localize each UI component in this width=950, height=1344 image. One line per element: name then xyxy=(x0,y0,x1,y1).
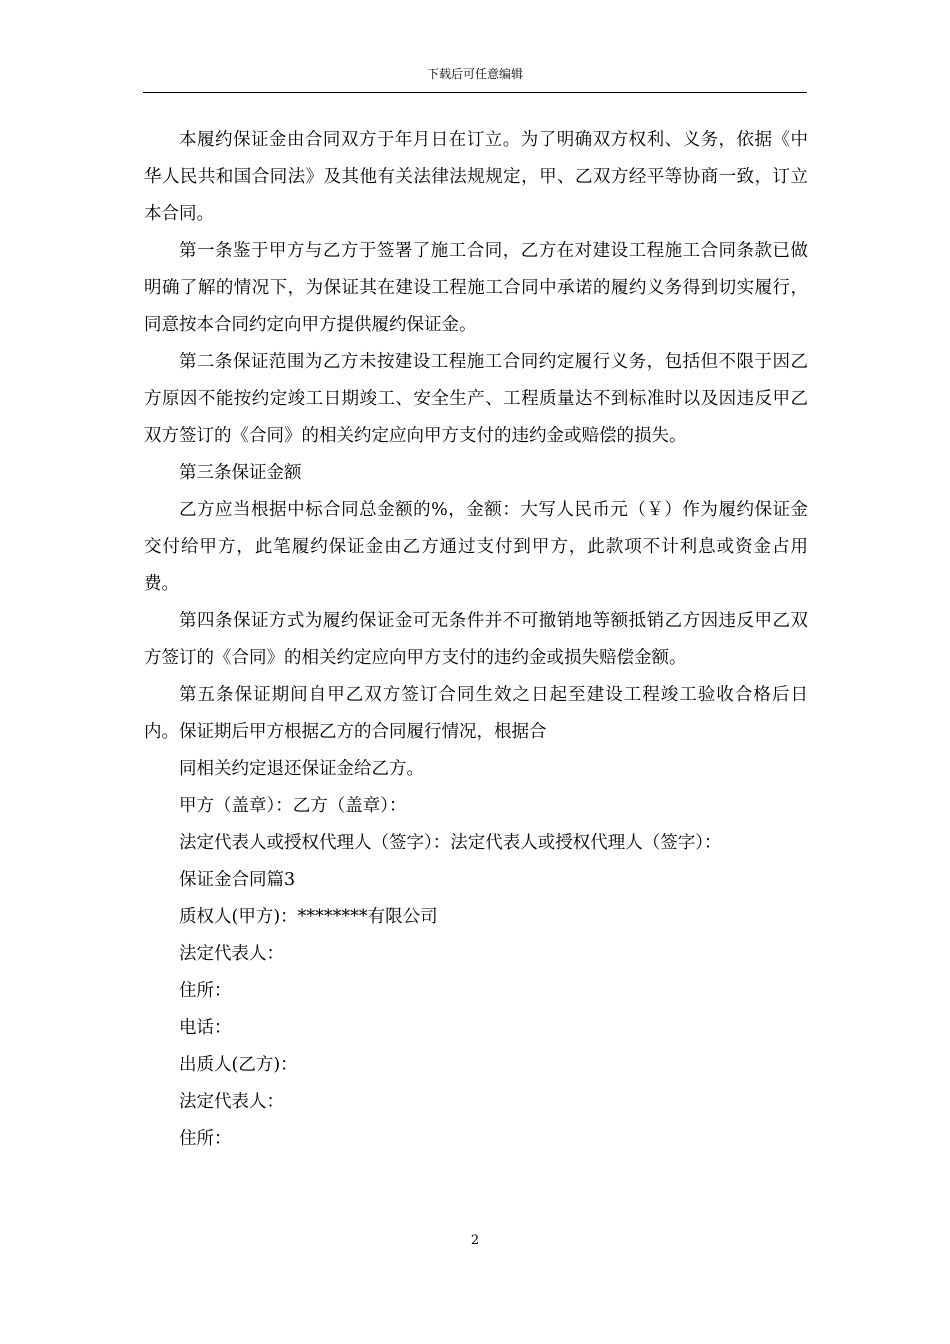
signature-parties-line: 甲方（盖章）：乙方（盖章）： xyxy=(179,796,407,816)
paragraph-article-1: 第一条鉴于甲方与乙方于签署了施工合同，乙方在对建设工程施工合同条款已做明确了解的情况下，为保证其在建设工程施工合同中承诺的履约义务得到切实履行，同意按本合同约定向甲方提供履约保证金。 xyxy=(144,241,808,335)
pledgee-representative-line: 法定代表人： xyxy=(179,944,284,964)
pledgee-address-line: 住所： xyxy=(179,981,232,1001)
pledgee-line: 质权人(甲方)：********有限公司 xyxy=(179,907,438,927)
page-header: 下载后可任意编辑 xyxy=(426,67,523,81)
paragraph-preamble: 本履约保证金由合同双方于年月日在订立。为了明确双方权利、义务，依据《中华人民共和国合同法》及其他有关法律法规规定，甲、乙双方经平等协商一致，订立本合同。 xyxy=(144,130,808,224)
paragraph-article-5-continued: 同相关约定退还保证金给乙方。 xyxy=(179,759,424,779)
paragraph-article-4: 第四条保证方式为履约保证金可无条件并不可撤销地等额抵销乙方因违反甲乙双方签订的《合同》的相关约定应向甲方支付的违约金或损失赔偿金额。 xyxy=(144,611,808,668)
pledgor-representative-line: 法定代表人： xyxy=(179,1092,284,1112)
pledgee-phone-line: 电话： xyxy=(179,1018,232,1038)
paragraph-article-3-title: 第三条保证金额 xyxy=(179,463,302,483)
section-heading: 保证金合同篇3 xyxy=(179,870,296,890)
paragraph-article-2: 第二条保证范围为乙方未按建设工程施工合同约定履行义务，包括但不限于因乙方原因不能按约定竣工日期竣工、安全生产、工程质量达不到标准时以及因违反甲乙双方签订的《合同》的相关约定应向甲方支付的违约金或赔偿的损失。 xyxy=(144,352,808,446)
paragraph-article-3-body: 乙方应当根据中标合同总金额的%，金额：大写人民币元（￥）作为履约保证金交付给甲方，此笔履约保证金由乙方通过支付到甲方，此款项不计利息或资金占用费。 xyxy=(144,500,808,594)
header-divider xyxy=(143,92,807,93)
document-body xyxy=(144,122,808,1158)
paragraph-article-5: 第五条保证期间自甲乙双方签订合同生效之日起至建设工程竣工验收合格后日内。保证期后甲方根据乙方的合同履行情况，根据合 xyxy=(144,685,808,742)
signature-representatives-line: 法定代表人或授权代理人（签字）：法定代表人或授权代理人（签字）： xyxy=(179,833,722,853)
pledgor-line: 出质人(乙方)： xyxy=(179,1055,298,1075)
page-number: 2 xyxy=(470,1233,480,1248)
pledgor-address-line: 住所： xyxy=(179,1129,232,1149)
